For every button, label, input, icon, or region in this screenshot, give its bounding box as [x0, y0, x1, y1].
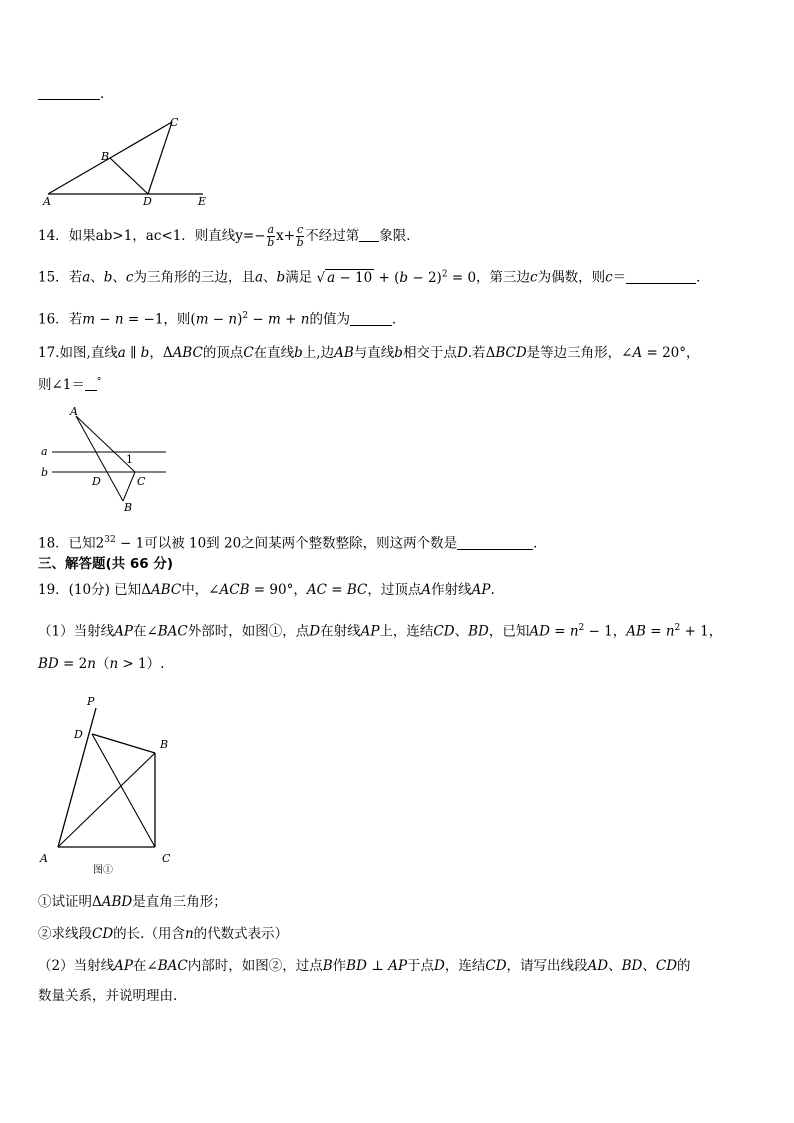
fig13-label-a: A — [43, 195, 51, 208]
fig17-label-a: A — [70, 405, 78, 418]
question-19-part-1-line-2: BD = 2n（n > 1）. — [38, 656, 165, 672]
question-19-part-1: （1）当射线AP在∠BAC外部时，如图①，点D在射线AP上，连结CD、BD，已知AD = $n^2 - 1$，AB = $n^2 + 1$， — [38, 623, 723, 640]
fig17-label-c: C — [137, 475, 146, 488]
fig17-label-angle-1: 1 — [126, 453, 133, 466]
fig17-label-b: B — [124, 501, 133, 514]
question-19-part-2: （2）当射线AP在∠BAC内部时，如图②，过点B作BD ⊥ AP于点D，连结CD，请写出线段AD、BD、CD的 — [38, 958, 691, 974]
fig13-label-e: E — [198, 195, 207, 208]
q14-fraction-a-b: $\frac{a}{b}$ — [267, 223, 275, 249]
fig19-caption: 图① — [93, 865, 113, 876]
question-17-line-1: 17.如图,直线a ∥ b，ΔABC的顶点C在直线b上,边AB与直线b相交于点D.若ΔBCD是等边三角形，∠A = 20°， — [38, 345, 700, 361]
fig19-label-b: B — [160, 738, 169, 751]
question-19: 19．(10分) 已知ΔABC中，∠ACB = 90°，AC = BC，过顶点A作射线AP. — [38, 582, 495, 598]
fig13-label-c: C — [170, 116, 179, 129]
fig17-label-d: D — [92, 475, 101, 488]
q14-fraction-c-b: $\frac{c}{b}$ — [296, 223, 304, 249]
fig17-label-line-a: a — [41, 445, 48, 458]
q17-blank[interactable] — [85, 376, 97, 391]
fig19-label-c: C — [162, 852, 171, 865]
q15-blank[interactable] — [626, 269, 696, 284]
fig19-label-p: P — [87, 695, 95, 708]
fig17-label-line-b: b — [41, 466, 49, 479]
q14-blank[interactable] — [359, 227, 379, 242]
fig19-label-a: A — [40, 852, 48, 865]
figure-q19 — [36, 692, 186, 880]
figure-q13 — [38, 112, 218, 210]
question-14: 14．如果ab>1，ac<1．则直线y=− $\frac{a}{b}$ x+ $\frac{c}{b}$ 不经过第 象限． — [38, 223, 420, 249]
question-17-line-2: 则∠1＝ ° — [38, 377, 102, 393]
question-15: 15．若a、b、c为三角形的三边，且a、b满足 √ $a - 10 + (b - 2)^2 = 0$，第三边c为偶数，则c＝ ． — [38, 269, 710, 286]
question-19-subq-1: ①试证明ΔABD是直角三角形； — [38, 894, 227, 910]
q16-blank[interactable] — [350, 311, 392, 326]
question-19-part-2-line-2: 数量关系，并说明理由. — [38, 988, 178, 1004]
question-16: 16．若m − n = −1，则$(m - n)^2 - m + n$的值为 ． — [38, 311, 406, 328]
section-3-title: 三、解答题(共 66 分) — [38, 556, 174, 572]
q18-blank[interactable] — [457, 535, 533, 550]
figure-q17 — [36, 403, 176, 515]
q15-equation: √ $a - 10 + (b - 2)^2 = 0$ — [316, 269, 477, 286]
fig13-label-b: B — [101, 150, 110, 163]
q13-blank[interactable] — [38, 85, 100, 100]
fig13-label-d: D — [143, 195, 152, 208]
fig19-label-d: D — [74, 728, 83, 741]
question-18: 18．已知$2^{32} - 1$可以被 10到 20之间某两个整数整除，则这两个数是 ． — [38, 535, 547, 552]
question-19-subq-2: ②求线段CD的长.（用含n的代数式表示） — [38, 926, 289, 942]
q13-answer-line: . — [38, 84, 104, 104]
